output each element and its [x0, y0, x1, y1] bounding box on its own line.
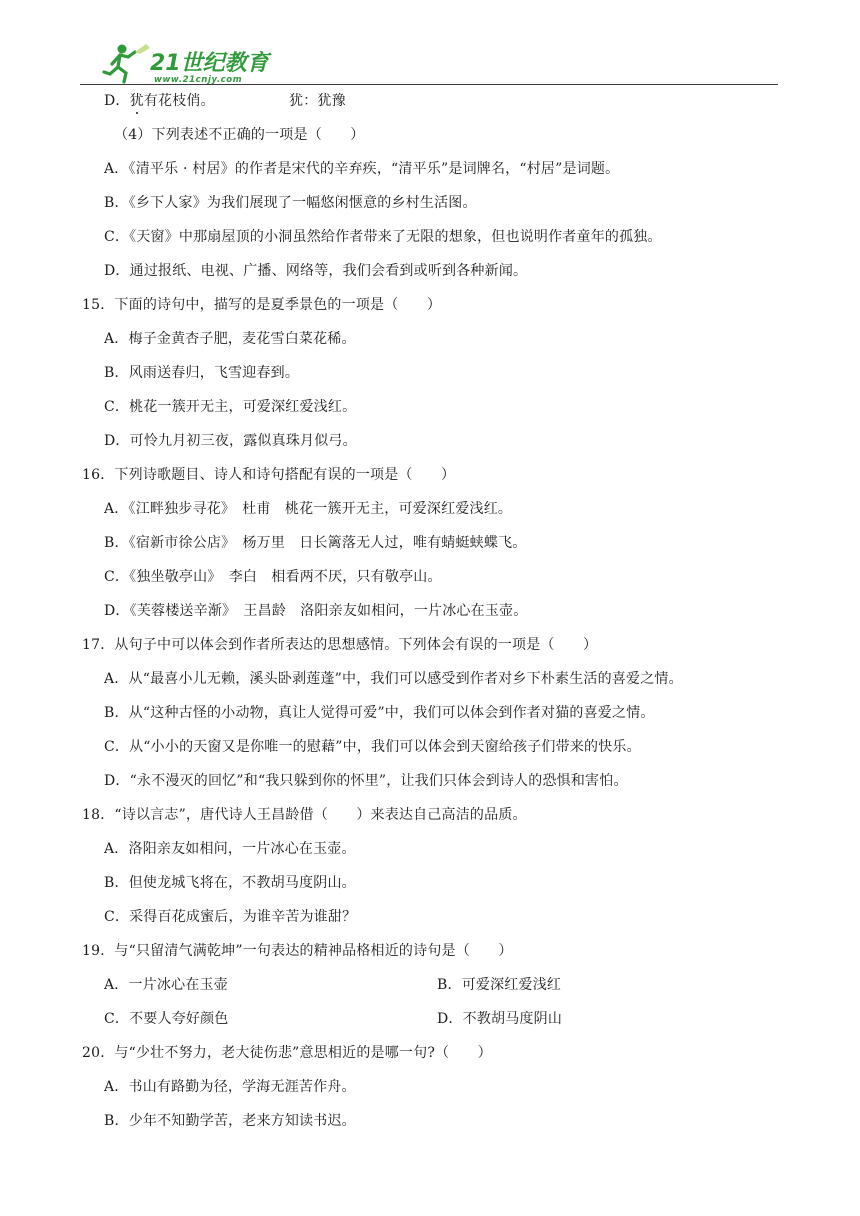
option-line: D．《芙蓉楼送辛渐》 王昌龄 洛阳亲友如相问，一片冰心在玉壶。 — [104, 603, 528, 619]
option-line: B．可爱深红爱浅红 — [437, 977, 562, 993]
option-line: D．不教胡马度阴山 — [437, 1011, 563, 1027]
option-line: C．不要人夸好颜色 — [104, 1011, 229, 1027]
option-line: A．洛阳亲友如相问，一片冰心在玉壶。 — [104, 841, 356, 857]
option-line: B．风雨送春归，飞雪迎春到。 — [104, 365, 300, 381]
option-line: B．但使龙城飞将在，不教胡马度阴山。 — [104, 875, 356, 891]
option-line: C．桃花一簇开无主，可爱深红爱浅红。 — [104, 399, 357, 415]
question-18: 18．“诗以言志”，唐代诗人王昌龄借（ ）来表达自己高洁的品质。 — [82, 807, 527, 823]
option-line: B．从“这种古怪的小动物，真让人觉得可爱”中，我们可以体会到作者对猫的喜爱之情。 — [104, 705, 655, 721]
question-19: 19．与“只留清气满乾坤”一句表达的精神品格相近的诗句是（ ） — [82, 943, 513, 959]
emphasized-char: 犹 — [129, 93, 144, 109]
option-text: 有花枝俏。 — [143, 93, 215, 109]
option-line: A．《清平乐 · 村居》的作者是宋代的辛弃疾，“清平乐”是词牌名，“村居”是词题。 — [104, 161, 620, 177]
option-line: B．《乡下人家》为我们展现了一幅悠闲惬意的乡村生活图。 — [104, 195, 477, 211]
question-17: 17．从句子中可以体会到作者所表达的思想感情。下列体会有误的一项是（ ） — [82, 637, 598, 653]
option-line: D．通过报纸、电视、广播、网络等，我们会看到或听到各种新闻。 — [104, 263, 528, 279]
question-20: 20．与“少壮不努力，老大徒伤悲”意思相近的是哪一句?（ ） — [82, 1045, 492, 1061]
option-line: A．梅子金黄杏子肥，麦花雪白菜花稀。 — [104, 331, 356, 347]
option-line — [104, 92, 215, 110]
option-annotation: 犹：犹豫 — [289, 93, 346, 109]
logo-url: www.21cnjy.com — [154, 75, 243, 85]
option-line: C．《独坐敬亭山》 李白 相看两不厌，只有敬亭山。 — [104, 569, 442, 585]
logo-text: 21世纪教育 — [150, 51, 269, 76]
option-prefix: D． — [104, 93, 130, 109]
option-line: B．《宿新市徐公店》 杨万里 日长篱落无人过，唯有蜻蜓蛱蝶飞。 — [104, 535, 527, 551]
option-line: A．从“最喜小儿无赖，溪头卧剥莲蓬”中，我们可以感受到作者对乡下朴素生活的喜爱之情。 — [104, 671, 683, 687]
option-line: C．采得百花成蜜后，为谁辛苦为谁甜？ — [104, 909, 357, 925]
option-line: A．《江畔独步寻花》 杜甫 桃花一簇开无主，可爱深红爱浅红。 — [104, 501, 513, 517]
option-line: C．从“小小的天窗又是你唯一的慰藉”中，我们可以体会到天窗给孩子们带来的快乐。 — [104, 739, 641, 755]
question-15: 15．下面的诗句中，描写的是夏季景色的一项是（ ） — [82, 297, 442, 313]
sub-question: （4）下列表述不正确的一项是（ ） — [114, 127, 365, 143]
option-line: A．书山有路勤为径，学海无涯苦作舟。 — [104, 1079, 356, 1095]
option-line: D．可怜九月初三夜，露似真珠月似弓。 — [104, 433, 357, 449]
option-line: C．《天窗》中那扇屋顶的小洞虽然给作者带来了无限的想象，但也说明作者童年的孤独。 — [104, 229, 662, 245]
option-line: A．一片冰心在玉壶 — [104, 977, 228, 993]
option-line: D．“永不漫灭的回忆”和“我只躲到你的怀里”，让我们只体会到诗人的恐惧和害怕。 — [104, 773, 628, 789]
question-16: 16．下列诗歌题目、诗人和诗句搭配有误的一项是（ ） — [82, 467, 456, 483]
option-line: B．少年不知勤学苦，老来方知读书迟。 — [104, 1113, 356, 1129]
